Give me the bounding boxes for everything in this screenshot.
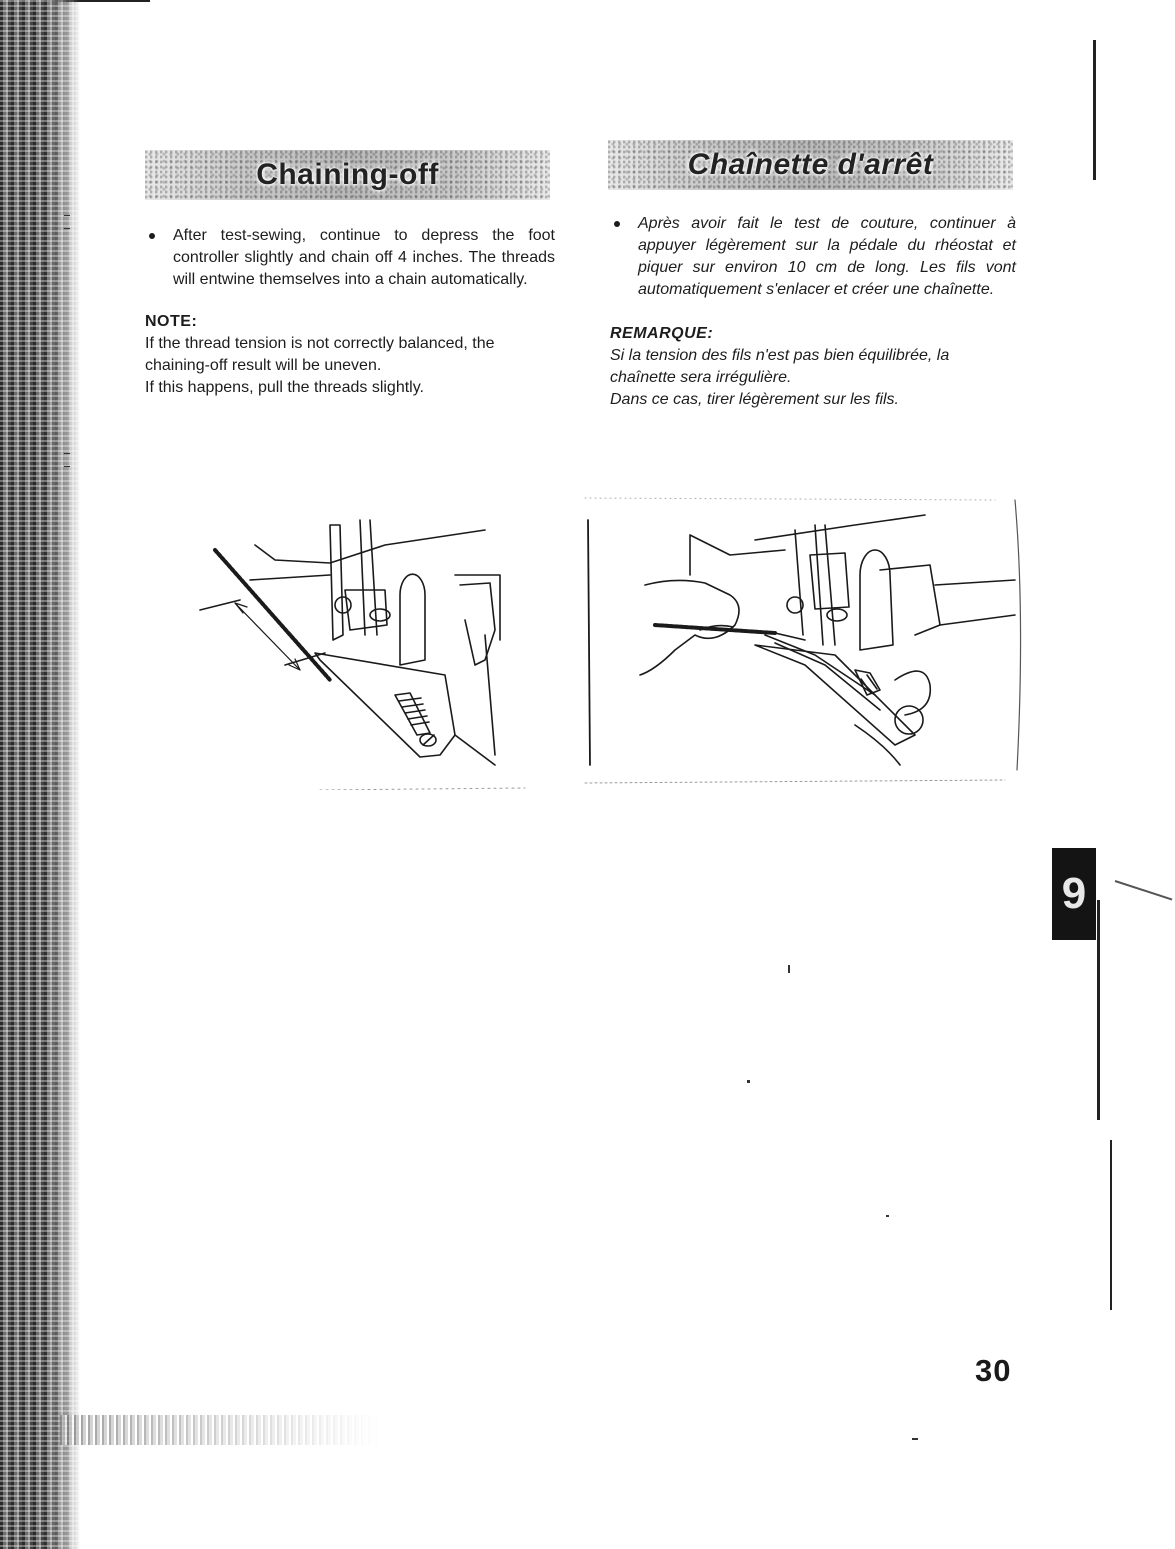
english-note-line: If this happens, pull the threads slightly. <box>145 379 424 396</box>
english-heading: Chaining-off <box>256 158 439 191</box>
chapter-tab <box>1052 848 1096 940</box>
scan-edge-line <box>1093 40 1096 180</box>
scan-speck <box>912 1438 918 1440</box>
french-instruction <box>610 213 1016 301</box>
illustrations <box>155 495 1025 790</box>
scan-speck <box>64 453 70 454</box>
french-instruction-text: Après avoir fait le test de couture, continuer à appuyer légèrement sur la pédale du rhéostat et piquer sur environ 10 cm de long. Les fils vont automatiquement s'enlacer et créer une chaînette. <box>638 215 1016 298</box>
scan-speck <box>747 1080 750 1083</box>
french-column <box>610 213 1016 411</box>
scan-speck <box>886 1215 889 1217</box>
page-number: 30 <box>975 1353 1012 1388</box>
french-note-line: Si la tension des fils n'est pas bien équilibrée, la chaînette sera irrégulière. <box>610 347 950 386</box>
bullet-icon <box>149 233 155 239</box>
page-curl-line <box>1115 880 1173 900</box>
scan-speck <box>64 466 70 467</box>
scan-speck <box>64 228 70 229</box>
english-note-label: NOTE: <box>145 313 198 330</box>
chaining-off-illustration <box>200 520 500 765</box>
scan-speck <box>64 215 70 216</box>
english-instruction <box>145 225 555 291</box>
scanned-binding-edge <box>0 0 80 1549</box>
scan-shadow <box>60 1415 380 1445</box>
chapter-number: 9 <box>1061 869 1087 918</box>
english-column <box>145 225 555 399</box>
scan-edge-line <box>1097 900 1100 1120</box>
french-note-label: REMARQUE: <box>610 325 714 342</box>
illustration-divider <box>588 520 590 765</box>
cutting-chain-illustration <box>640 500 1021 770</box>
french-heading: Chaînette d'arrêt <box>687 148 934 181</box>
english-section-header <box>145 150 550 200</box>
french-note-line: Dans ce cas, tirer légèrement sur les fils. <box>610 391 899 408</box>
scan-speck <box>788 965 790 973</box>
scan-edge-line <box>1110 1140 1112 1310</box>
english-note-line: If the thread tension is not correctly balanced, the chaining-off result will be uneven. <box>145 335 495 374</box>
french-section-header <box>608 140 1013 190</box>
bullet-icon <box>614 221 620 227</box>
english-instruction-text: After test-sewing, continue to depress the foot controller slightly and chain off 4 inches. The threads will entwine themselves into a chain automatically. <box>173 227 555 288</box>
